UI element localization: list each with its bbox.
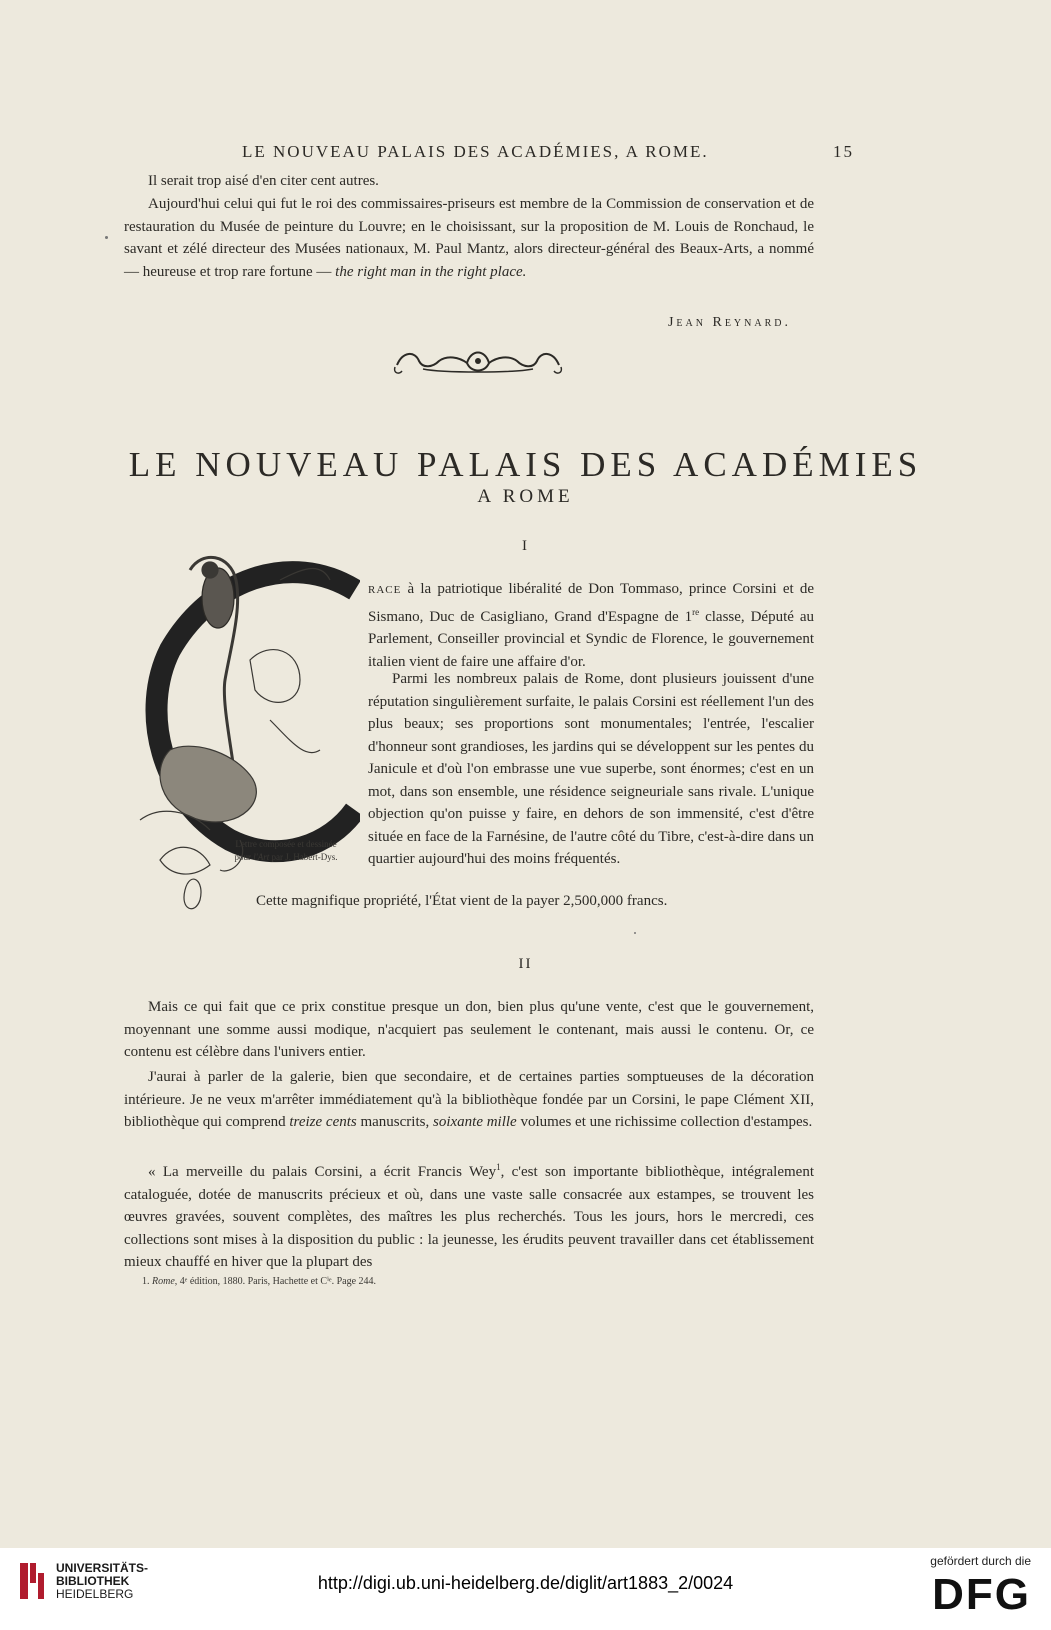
italic-phrase: the right man in the right place. [335,263,527,280]
library-name: UNIVERSITÄTS- BIBLIOTHEK HEIDELBERG [56,1561,149,1601]
previous-article-paragraph-2: Aujourd'hui celui qui fut le roi des commissaires-priseurs est membre de la Commission de conservation et de restauration du Musée de peinture du Louvre; en le choisissant, sur la proposition de M. Louis de Ronchaud, le savant et zélé directeur des Musées nationaux, M. Paul Mantz, alors directeur-général des Beaux-Arts, a nommé — heureuse et trop rare fortune — the right man in the right place. [124,196,814,280]
paper-speck [634,932,636,934]
decorative-fleuron-icon [393,345,563,377]
funder-label: gefördert durch die [930,1554,1031,1568]
paper-speck [105,236,108,239]
article-title: LE NOUVEAU PALAIS DES ACADÉMIES [128,445,923,485]
article-subtitle: A ROME [477,486,574,507]
section-2-paragraph-1: Mais ce qui fait que ce prix constitue presque un don, bien plus qu'une vente, c'est que le gouvernement, moyennant une somme aussi modique, n'acquiert pas seulement le contenant, mais aussi le contenu. Or, ce contenu est célèbre dans l'univers entier. [124,999,814,1060]
digitization-footer [0,1548,1051,1630]
footnote: 1. Rome, 4ᵉ édition, 1880. Paris, Hachette et Cⁱᵉ. Page 244. [142,1276,377,1287]
page-number: 15 [833,142,854,161]
running-title: LE NOUVEAU PALAIS DES ACADÉMIES, A ROME. [242,142,709,161]
section-1-paragraph-1: race à la patriotique libéralité de Don Tommaso, prince Corsini et de Sismano, Duc de Casigliano, Grand d'Espagne de 1re classe, Député au Parlement, Conseiller provincial et Syndic de Florence, le gouvernement italien vient de faire une affaire d'or. [368,581,814,670]
dfg-logo: DFG [932,1570,1031,1619]
previous-article-paragraph-1: Il serait trop aisé d'en citer cent autres. [148,173,379,189]
illustration-caption: Lettre composée et dessinée pour l'Art par J. Habert-Dys. [234,839,338,862]
author-signature: Jean Reynard. [667,315,791,330]
section-2-paragraph-3: « La merveille du palais Corsini, a écrit Francis Wey$^1$, c'est son importante bibliothèque, intégralement cataloguée, dotée de manuscrits précieux et où, dans une vaste salle consacrée aux estampes, se trouvent les œuvres gravées, souvent complètes, des maîtres les plus recherchés. Tous les jours, hors le mercredi, ces collections sont mises à la disposition du public : la jeunesse, les érudits peuvent travailler dans cet établissement mieux chauffé en hiver que la plupart des [124,1162,814,1270]
section-1-paragraph-3: Cette magnifique propriété, l'État vient de la payer 2,500,000 francs. [256,893,668,909]
section-2-paragraph-2: J'aurai à parler de la galerie, bien que secondaire, et de certaines parties somptueuses de la décoration intérieure. Je ne veux m'arrêter immédiatement qu'à la bibliothèque fondée par un Corsini, le pape Clément XII, bibliothèque qui comprend treize cents manuscrits, soixante mille volumes et une richissime collection d'estampes. [124,1069,814,1130]
permalink-url[interactable]: http://digi.ub.uni-heidelberg.de/diglit/art1883_2/0024 [317,1573,734,1593]
section-heading-1: I [522,538,529,554]
section-heading-2: II [518,956,533,972]
section-1-paragraph-2: Parmi les nombreux palais de Rome, dont plusieurs jouissent d'une réputation singulièrement surfaite, le palais Corsini est réellement l'un des plus beaux; ses proportions sont monumentales; l'entrée, l'escalier d'honneur sont grandioses, les jardins qui se développent sur les pentes du Janicule et d'où l'on embrasse une vue superbe, sont énormes; c'est en un mot, dans son ensemble, une résidence seigneuriale sans rivale. L'unique objection qu'on puisse y faire, en dehors de son immensité, c'est d'être située en face de la Farnésine, de l'autre côté du Tibre, c'est-à-dire dans un quartier aujourd'hui des moins fréquentés. [368,671,814,867]
